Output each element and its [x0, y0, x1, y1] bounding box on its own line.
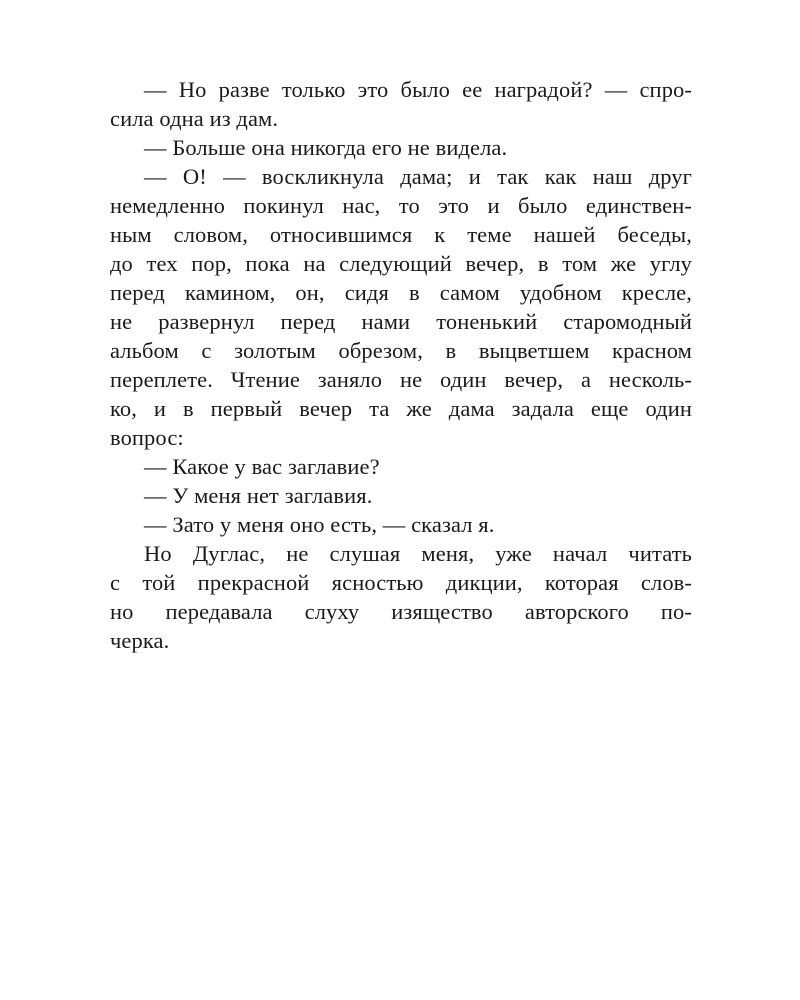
- text-line: но передавала слуху изящество авторского по-: [110, 599, 692, 624]
- text-line: до тех пор, пока на следующий вечер, в том же углу: [110, 251, 692, 276]
- text-line: ным словом, относившимся к теме нашей беседы,: [110, 222, 692, 247]
- text-line: черка.: [110, 628, 170, 653]
- text-line: Но Дуглас, не слушая меня, уже начал читать: [144, 541, 692, 566]
- text-line: не развернул перед нами тоненький старомодный: [110, 309, 692, 334]
- book-page-text: [110, 75, 692, 655]
- text-line: — Какое у вас заглавие?: [144, 454, 380, 479]
- text-line: вопрос:: [110, 425, 184, 450]
- text-line: — Больше она никогда его не видела.: [144, 135, 508, 160]
- text-line: сила одна из дам.: [110, 106, 279, 131]
- text-line: с той прекрасной ясностью дикции, которая слов-: [110, 570, 692, 595]
- text-line: — У меня нет заглавия.: [144, 483, 373, 508]
- text-line: — Зато у меня оно есть, — сказал я.: [144, 512, 495, 537]
- text-line: — О! — воскликнула дама; и так как наш друг: [144, 164, 692, 189]
- text-line: перед камином, он, сидя в самом удобном кресле,: [110, 280, 692, 305]
- text-line: переплете. Чтение заняло не один вечер, а несколь-: [110, 367, 692, 392]
- text-line: немедленно покинул нас, то это и было единствен-: [110, 193, 692, 218]
- text-line: ко, и в первый вечер та же дама задала еще один: [110, 396, 692, 421]
- text-line: альбом с золотым обрезом, в выцветшем красном: [110, 338, 692, 363]
- text-line: — Но разве только это было ее наградой? — спро-: [144, 77, 692, 102]
